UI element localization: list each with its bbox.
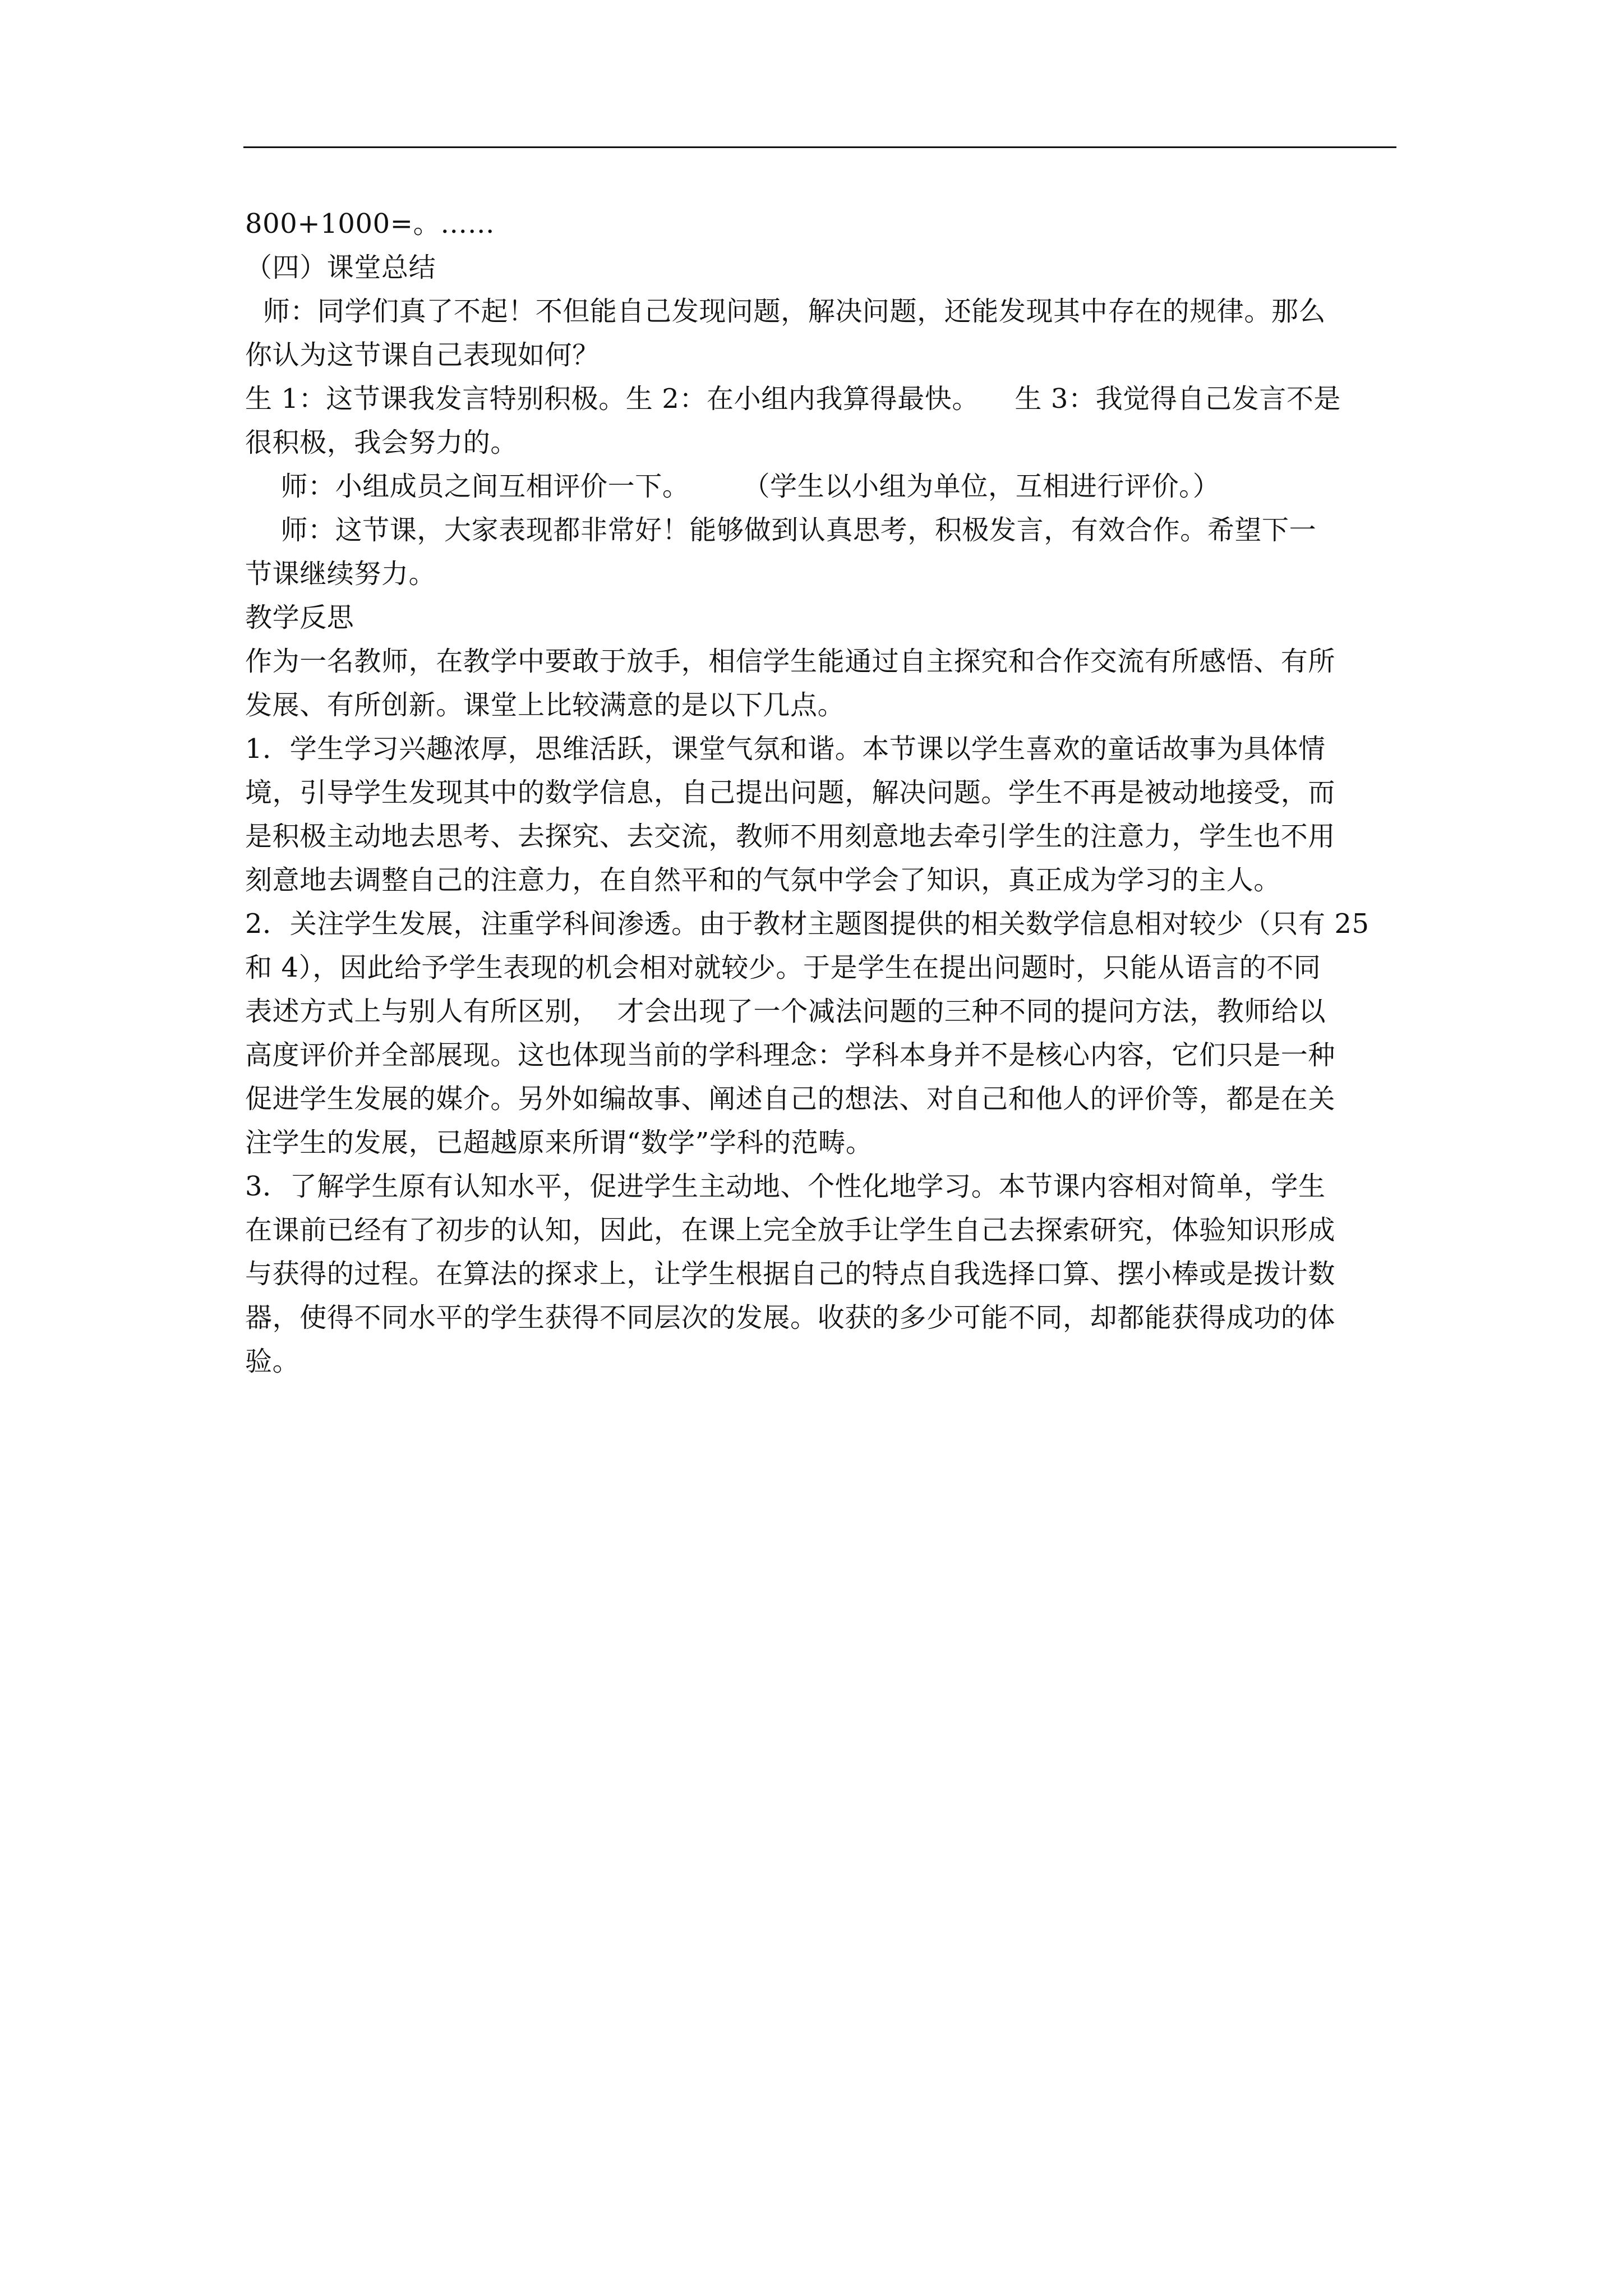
- list-item-line: 1．学生学习兴趣浓厚，思维活跃，课堂气氛和谐。本节课以学生喜欢的童话故事为具体情: [245, 733, 1326, 765]
- equation-line: 800+1000=。……: [245, 208, 495, 240]
- list-item-line: 表述方式上与别人有所区别， 才会出现了一个减法问题的三种不同的提问方法，教师给以: [245, 996, 1326, 1027]
- paragraph-line: 师：同学们真了不起！不但能自己发现问题，解决问题，还能发现其中存在的规律。那么: [245, 296, 1326, 327]
- list-item-line: 促进学生发展的媒介。另外如编故事、阐述自己的想法、对自己和他人的评价等，都是在关: [245, 1083, 1336, 1115]
- section-heading-class-summary: （四）课堂总结: [245, 252, 436, 283]
- list-item-line: 注学生的发展，已超越原来所谓“数学”学科的范畴。: [245, 1127, 873, 1158]
- paragraph-line: 你认为这节课自己表现如何？: [245, 339, 600, 371]
- list-item-line: 境，引导学生发现其中的数学信息，自己提出问题，解决问题。学生不再是被动地接受，而: [245, 777, 1336, 808]
- paragraph-line: 师：小组成员之间互相评价一下。 （学生以小组为单位，互相进行评价。）: [245, 471, 1220, 502]
- list-item-line: 刻意地去调整自己的注意力，在自然平和的气氛中学会了知识，真正成为学习的主人。: [245, 864, 1281, 896]
- list-item-line: 在课前已经有了初步的认知，因此，在课上完全放手让学生自己去探索研究，体验知识形成: [245, 1214, 1336, 1246]
- document-body: [245, 202, 1396, 1383]
- list-item-line: 验。: [245, 1346, 300, 1377]
- paragraph-line: 节课继续努力。: [245, 558, 436, 590]
- paragraph-line: 作为一名教师，在教学中要敢于放手，相信学生能通过自主探究和合作交流有所感悟、有所: [245, 646, 1336, 677]
- list-item-line: 2．关注学生发展，注重学科间渗透。由于教材主题图提供的相关数学信息相对较少（只有 25: [245, 908, 1370, 940]
- paragraph-line: 师：这节课，大家表现都非常好！能够做到认真思考，积极发言，有效合作。希望下一: [245, 514, 1317, 546]
- list-item-line: 高度评价并全部展现。这也体现当前的学科理念：学科本身并不是核心内容，它们只是一种: [245, 1039, 1336, 1071]
- list-item-line: 与获得的过程。在算法的探求上，让学生根据自己的特点自我选择口算、摆小棒或是拨计数: [245, 1258, 1336, 1290]
- list-item-line: 和 4），因此给予学生表现的机会相对就较少。于是学生在提出问题时，只能从语言的不同: [245, 952, 1321, 983]
- list-item-line: 器，使得不同水平的学生获得不同层次的发展。收获的多少可能不同，却都能获得成功的体: [245, 1302, 1336, 1333]
- paragraph-line: 发展、有所创新。课堂上比较满意的是以下几点。: [245, 689, 845, 721]
- list-item-line: 是积极主动地去思考、去探究、去交流，教师不用刻意地去牵引学生的注意力，学生也不用: [245, 821, 1336, 852]
- section-heading-teaching-reflection: 教学反思: [245, 602, 354, 633]
- list-item-line: 3．了解学生原有认知水平，促进学生主动地、个性化地学习。本节课内容相对简单，学生: [245, 1171, 1326, 1202]
- header-rule: [243, 146, 1396, 148]
- paragraph-line: 很积极，我会努力的。: [245, 427, 518, 458]
- paragraph-line: 生 1：这节课我发言特别积极。生 2：在小组内我算得最快。 生 3：我觉得自己发言不是: [245, 383, 1341, 415]
